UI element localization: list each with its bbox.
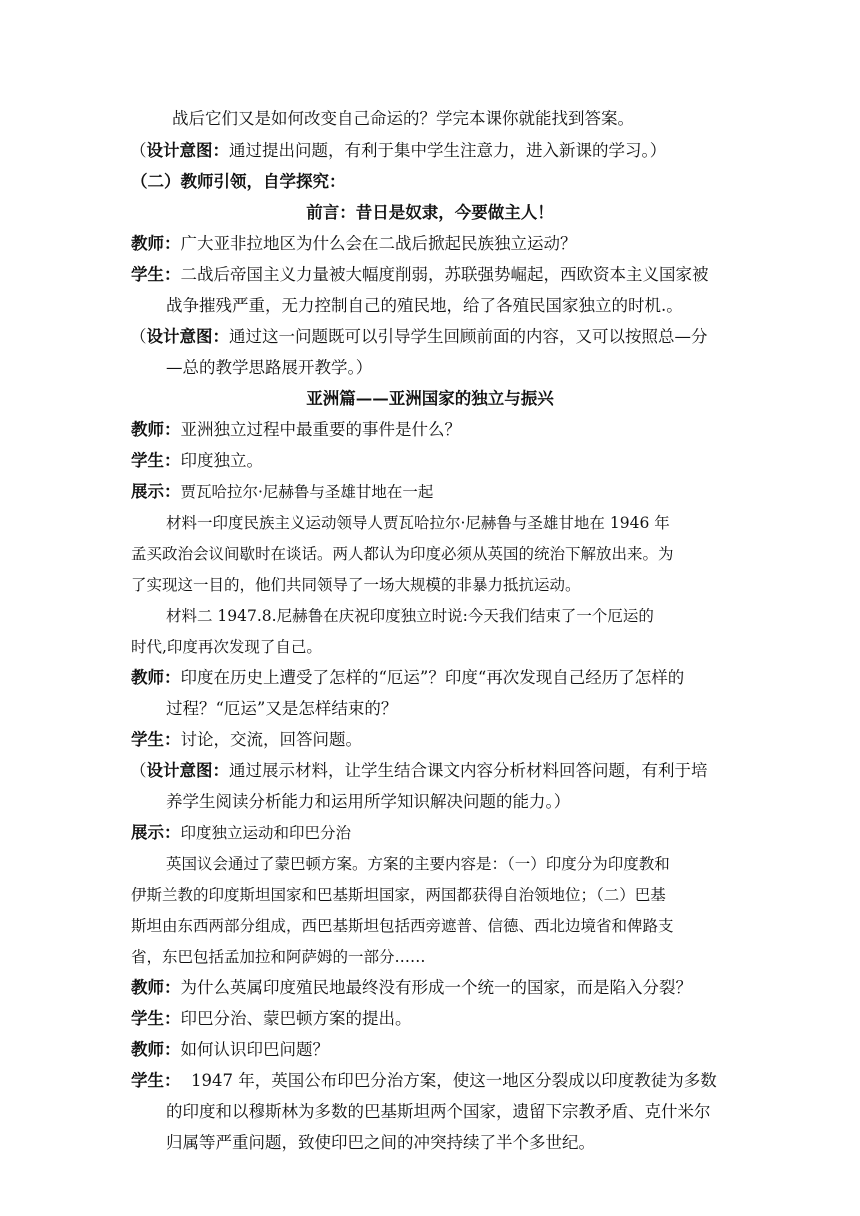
material-text: 孟买政治会议间歇时在谈话。两人都认为印度必须从英国的统治下解放出来。为 xyxy=(131,545,674,563)
student-label: 学生： xyxy=(131,265,181,284)
design-intent-label: 设计意图： xyxy=(146,141,229,160)
subsection-heading-text: 亚洲篇——亚洲国家的独立与振兴 xyxy=(306,389,554,408)
student-label: 学生： xyxy=(131,730,181,749)
dialogue-text: 1947 年，英国公布印巴分治方案，使这一地区分裂成以印度教徒为多数 xyxy=(180,1071,717,1090)
text-line xyxy=(166,697,397,721)
subsection-heading xyxy=(0,387,860,411)
text-line xyxy=(166,1131,595,1155)
dialogue-line xyxy=(131,263,709,287)
material-text: 时代,印度再次发现了自己。 xyxy=(131,638,322,656)
design-intent-line xyxy=(130,139,666,163)
text-line xyxy=(166,356,372,380)
design-intent-label: 设计意图： xyxy=(146,761,229,780)
material-line xyxy=(131,945,426,969)
section-heading xyxy=(131,170,346,194)
dialogue-text: 讨论，交流，回答问题。 xyxy=(180,730,362,749)
student-label: 学生： xyxy=(131,1071,181,1090)
material-line xyxy=(166,511,670,535)
paragraph-text: 战后它们又是如何改变自己命运的？学完本课你就能找到答案。 xyxy=(172,109,634,128)
paragraph-text: —总的教学思路展开教学。） xyxy=(166,358,373,377)
text-line xyxy=(166,1100,711,1124)
teacher-label: 教师： xyxy=(131,668,181,687)
design-intent-text: 通过这一问题既可以引导学生回顾前面的内容，又可以按照总—分 xyxy=(229,327,708,346)
dialogue-line xyxy=(131,1038,329,1062)
design-intent-text: 通过提出问题，有利于集中学生注意力，进入新课的学习。） xyxy=(229,141,667,160)
text-line xyxy=(172,107,634,131)
text-line xyxy=(166,294,683,318)
dialogue-text: 如何认识印巴问题？ xyxy=(180,1040,329,1059)
teacher-label: 教师： xyxy=(131,978,181,997)
design-intent-line xyxy=(130,325,708,349)
material-text: 了实现这一目的，他们共同领导了一场大规模的非暴力抵抗运动。 xyxy=(131,576,581,594)
design-intent-label: 设计意图： xyxy=(146,327,229,346)
teacher-label: 教师： xyxy=(131,420,181,439)
display-label: 展示： xyxy=(131,482,181,501)
dialogue-line xyxy=(131,1007,412,1031)
display-line xyxy=(131,821,351,845)
student-label: 学生： xyxy=(131,451,181,470)
dialogue-line xyxy=(131,418,461,442)
dialogue-text: 二战后帝国主义力量被大幅度削弱，苏联强势崛起，西欧资本主义国家被 xyxy=(180,265,709,284)
dialogue-line xyxy=(131,976,692,1000)
dialogue-line xyxy=(131,1069,717,1093)
bracket: （ xyxy=(130,761,147,780)
dialogue-line xyxy=(131,666,684,690)
paragraph-text: 的印度和以穆斯林为多数的巴基斯坦两个国家，遗留下宗教矛盾、克什米尔 xyxy=(166,1102,711,1121)
material-text: 伊斯兰教的印度斯坦国家和巴基斯坦国家，两国都获得自治领地位；（二）巴基 xyxy=(131,886,666,904)
section-heading-text: （二）教师引领，自学探究： xyxy=(131,172,346,191)
material-line xyxy=(131,542,674,566)
material-line xyxy=(166,604,654,628)
material-line xyxy=(131,883,666,907)
dialogue-text: 印度独立。 xyxy=(180,451,263,470)
paragraph-text: 战争摧残严重，无力控制自己的殖民地，给了各殖民国家独立的时机.。 xyxy=(166,296,683,315)
teacher-label: 教师： xyxy=(131,234,181,253)
material-text: 斯坦由东西两部分组成，西巴基斯坦包括西旁遮普、信德、西北边境省和俾路支 xyxy=(131,917,674,935)
paragraph-text: 归属等严重问题，致使印巴之间的冲突持续了半个多世纪。 xyxy=(166,1133,595,1152)
bracket: （ xyxy=(130,327,147,346)
material-line xyxy=(131,573,581,597)
display-text: 贾瓦哈拉尔·尼赫鲁与圣雄甘地在一起 xyxy=(180,483,434,501)
dialogue-text: 为什么英属印度殖民地最终没有形成一个统一的国家，而是陷入分裂？ xyxy=(180,978,692,997)
design-intent-line xyxy=(130,759,708,783)
material-text: 英国议会通过了蒙巴顿方案。方案的主要内容是：（一）印度分为印度教和 xyxy=(166,855,670,873)
dialogue-text: 印度在历史上遭受了怎样的“厄运”？印度“再次发现自己经历了怎样的 xyxy=(180,668,685,687)
dialogue-text: 印巴分治、蒙巴顿方案的提出。 xyxy=(180,1009,412,1028)
material-line xyxy=(131,635,322,659)
paragraph-text: 养学生阅读分析能力和运用所学知识解决问题的能力。） xyxy=(166,792,571,811)
material-text: 材料一印度民族主义运动领导人贾瓦哈拉尔·尼赫鲁与圣雄甘地在 1946 年 xyxy=(166,514,670,532)
material-text: 材料二 1947.8.尼赫鲁在庆祝印度独立时说:今天我们结束了一个厄运的 xyxy=(166,607,654,625)
dialogue-line xyxy=(131,728,362,752)
student-label: 学生： xyxy=(131,1009,181,1028)
dialogue-text: 亚洲独立过程中最重要的事件是什么？ xyxy=(180,420,461,439)
teacher-label: 教师： xyxy=(131,1040,181,1059)
dialogue-text: 广大亚非拉地区为什么会在二战后掀起民族独立运动？ xyxy=(180,234,577,253)
text-line xyxy=(166,790,570,814)
material-line xyxy=(131,914,674,938)
bracket: （ xyxy=(130,141,147,160)
dialogue-line xyxy=(131,449,263,473)
design-intent-text: 通过展示材料，让学生结合课文内容分析材料回答问题，有利于培 xyxy=(229,761,708,780)
subsection-heading xyxy=(0,201,860,225)
material-line xyxy=(166,852,670,876)
display-text: 印度独立运动和印巴分治 xyxy=(180,824,352,842)
display-label: 展示： xyxy=(131,823,181,842)
material-text: 省，东巴包括孟加拉和阿萨姆的一部分…… xyxy=(131,948,426,966)
dialogue-line xyxy=(131,232,577,256)
paragraph-text: 过程？“厄运”又是怎样结束的？ xyxy=(166,699,398,718)
display-line xyxy=(131,480,433,504)
subsection-heading-text: 前言：昔日是奴隶，今要做主人！ xyxy=(306,203,554,222)
